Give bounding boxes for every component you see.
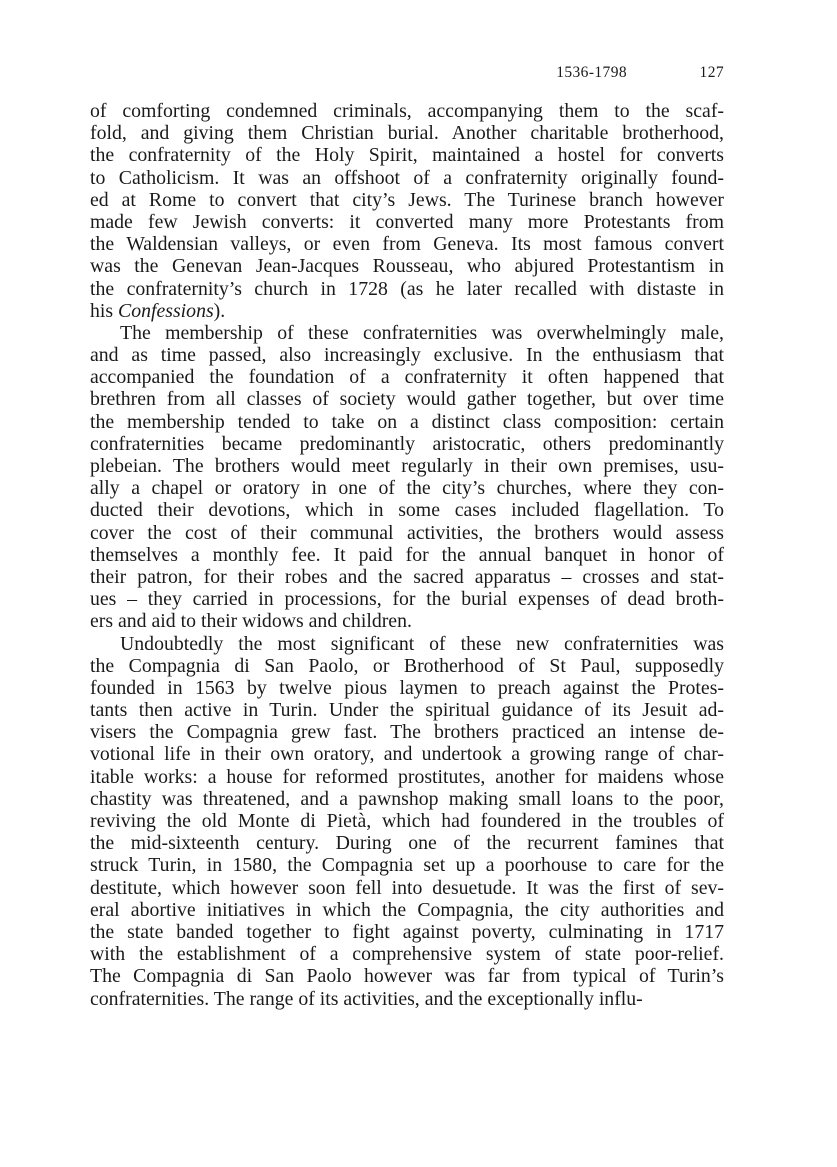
- text-run: cover the cost of their communal activities, the brothers would assess: [90, 521, 724, 544]
- text-run: the confraternity’s church in 1728 (as he later recalled with distaste in: [90, 277, 724, 300]
- text-line: [90, 522, 724, 544]
- running-head-title: 1536-1798: [556, 64, 627, 81]
- text-line: [90, 122, 724, 144]
- text-run: of comforting condemned criminals, accompanying them to the scaf-: [90, 100, 724, 122]
- text-run: the mid-sixteenth century. During one of the recurrent famines that: [90, 832, 724, 855]
- text-line: [90, 899, 724, 921]
- text-line: [90, 433, 724, 455]
- paragraph: [90, 633, 724, 1010]
- text-line: [90, 144, 724, 166]
- text-run: visers the Compagnia grew fast. The brothers practiced an intense de-: [90, 721, 724, 744]
- text-run: the Waldensian valleys, or even from Geneva. Its most famous convert: [90, 233, 724, 256]
- text-run: with the establishment of a comprehensive system of state poor-relief.: [90, 943, 724, 966]
- paragraph: [90, 322, 724, 633]
- text-line: [90, 721, 724, 743]
- text-run: was the Genevan Jean-Jacques Rousseau, who abjured Protestantism in: [90, 255, 724, 278]
- text-line: [90, 877, 724, 899]
- text-line: [90, 633, 724, 655]
- text-line: [90, 766, 724, 788]
- text-line: [90, 788, 724, 810]
- text-line: [90, 743, 724, 765]
- text-run: The membership of these confraternities was overwhelmingly male,: [120, 321, 724, 344]
- italic-title: Confessions: [118, 299, 214, 322]
- text-line: [90, 322, 724, 344]
- text-run: made few Jewish converts: it converted many more Protestants from: [90, 210, 724, 233]
- text-run: brethren from all classes of society would gather together, but over time: [90, 388, 724, 411]
- text-line: [90, 854, 724, 876]
- text-run: founded in 1563 by twelve pious laymen to preach against the Protes-: [90, 676, 724, 699]
- text-line: [90, 300, 724, 322]
- text-line: [90, 189, 724, 211]
- text-run: struck Turin, in 1580, the Compagnia set up a poorhouse to care for the: [90, 854, 724, 877]
- text-run: confraternities became predominantly aristocratic, others predominantly: [90, 432, 724, 455]
- paragraph: [90, 100, 724, 322]
- text-run: to Catholicism. It was an offshoot of a confraternity originally found-: [90, 166, 724, 189]
- text-run: themselves a monthly fee. It paid for the annual banquet in honor of: [90, 543, 724, 566]
- text-line: [90, 566, 724, 588]
- text-line: [90, 388, 724, 410]
- text-run: the state banded together to fight against poverty, culminating in 1717: [90, 920, 724, 943]
- text-run: destitute, which however soon fell into desuetude. It was the first of sev-: [90, 876, 724, 899]
- text-line: [90, 344, 724, 366]
- text-run: tants then active in Turin. Under the spiritual guidance of its Jesuit ad-: [90, 699, 724, 722]
- text-line: [90, 588, 724, 610]
- text-line: [90, 167, 724, 189]
- running-head: [90, 64, 724, 88]
- text-run: ally a chapel or oratory in one of the city’s churches, where they con-: [90, 477, 724, 500]
- text-run: Undoubtedly the most significant of these new confraternities was: [120, 632, 724, 655]
- text-run: ers and aid to their widows and children.: [90, 610, 412, 633]
- text-line: [90, 921, 724, 943]
- page-number: 127: [699, 64, 724, 81]
- text-line: [90, 610, 724, 632]
- text-line: [90, 699, 724, 721]
- text-line: [90, 455, 724, 477]
- text-line: [90, 943, 724, 965]
- text-run: ed at Rome to convert that city’s Jews. The Turinese branch however: [90, 188, 724, 211]
- text-line: [90, 411, 724, 433]
- text-run: confraternities. The range of its activities, and the exceptionally influ-: [90, 987, 643, 1010]
- text-line: [90, 655, 724, 677]
- text-line: [90, 255, 724, 277]
- text-run: itable works: a house for reformed prostitutes, another for maidens whose: [90, 765, 724, 788]
- body-text: [90, 100, 724, 1010]
- text-line: [90, 477, 724, 499]
- text-run: their patron, for their robes and the sacred apparatus – crosses and stat-: [90, 565, 724, 588]
- text-run: ).: [213, 299, 226, 322]
- text-run: his: [90, 299, 119, 322]
- text-line: [90, 832, 724, 854]
- text-run: the confraternity of the Holy Spirit, maintained a hostel for converts: [90, 144, 724, 167]
- text-line: [90, 965, 724, 987]
- text-run: The Compagnia di San Paolo however was far from typical of Turin’s: [90, 965, 724, 988]
- text-run: votional life in their own oratory, and undertook a growing range of char-: [90, 743, 724, 766]
- text-run: plebeian. The brothers would meet regularly in their own premises, usu-: [90, 455, 724, 477]
- text-line: [90, 211, 724, 233]
- text-run: ues – they carried in processions, for the burial expenses of dead broth-: [90, 588, 724, 611]
- text-line: [90, 233, 724, 255]
- text-run: ducted their devotions, which in some cases included flagellation. To: [90, 499, 724, 522]
- text-run: the membership tended to take on a distinct class composition: certain: [90, 410, 724, 433]
- text-line: [90, 499, 724, 521]
- text-line: [90, 988, 724, 1010]
- text-run: eral abortive initiatives in which the Compagnia, the city authorities and: [90, 898, 724, 921]
- text-line: [90, 100, 724, 122]
- text-line: [90, 278, 724, 300]
- text-run: fold, and giving them Christian burial. Another charitable brotherhood,: [90, 122, 724, 145]
- text-run: and as time passed, also increasingly exclusive. In the enthusiasm that: [90, 344, 724, 367]
- text-line: [90, 544, 724, 566]
- text-line: [90, 366, 724, 388]
- text-line: [90, 810, 724, 832]
- text-run: chastity was threatened, and a pawnshop making small loans to the poor,: [90, 787, 724, 810]
- text-run: the Compagnia di San Paolo, or Brotherhood of St Paul, supposedly: [90, 654, 724, 677]
- text-run: accompanied the foundation of a confraternity it often happened that: [90, 366, 724, 389]
- text-line: [90, 677, 724, 699]
- text-run: reviving the old Monte di Pietà, which had foundered in the troubles of: [90, 810, 724, 832]
